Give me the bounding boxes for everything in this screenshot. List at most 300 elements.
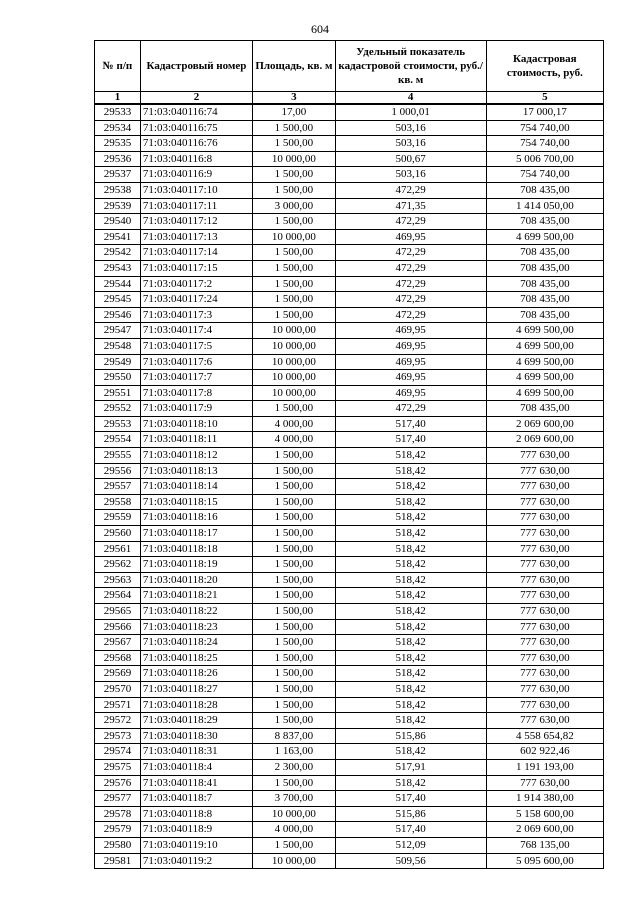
table-row <box>95 120 604 136</box>
row-number-cell: 29545 <box>95 292 141 308</box>
cadastral-value-cell: 777 630,00 <box>486 650 603 666</box>
row-number-cell: 29569 <box>95 666 141 682</box>
cadastral-value-cell: 777 630,00 <box>486 713 603 729</box>
cadastral-value-cell: 4 558 654,82 <box>486 728 603 744</box>
area-cell: 1 500,00 <box>253 479 336 495</box>
table-row <box>95 260 604 276</box>
table-row <box>95 214 604 230</box>
cadastral-number-cell: 71:03:040117:9 <box>140 401 252 417</box>
area-cell: 1 500,00 <box>253 510 336 526</box>
table-row <box>95 681 604 697</box>
area-cell: 1 500,00 <box>253 837 336 853</box>
unit-value-cell: 518,42 <box>335 448 486 464</box>
unit-value-cell: 518,42 <box>335 697 486 713</box>
cadastral-value-cell: 4 699 500,00 <box>486 370 603 386</box>
row-number-cell: 29534 <box>95 120 141 136</box>
table-row <box>95 853 604 869</box>
table-row <box>95 526 604 542</box>
row-number-cell: 29566 <box>95 619 141 635</box>
cadastral-value-cell: 5 006 700,00 <box>486 151 603 167</box>
table-row <box>95 182 604 198</box>
unit-value-cell: 472,29 <box>335 245 486 261</box>
header-unit-value: Удельный показатель кадастровой стоимости, руб./кв. м <box>335 41 486 92</box>
cadastral-number-cell: 71:03:040117:10 <box>140 182 252 198</box>
cadastral-number-cell: 71:03:040118:31 <box>140 744 252 760</box>
table-row <box>95 104 604 120</box>
unit-value-cell: 517,40 <box>335 791 486 807</box>
area-cell: 17,00 <box>253 104 336 120</box>
row-number-cell: 29563 <box>95 572 141 588</box>
area-cell: 1 500,00 <box>253 775 336 791</box>
unit-value-cell: 469,95 <box>335 323 486 339</box>
table-row <box>95 385 604 401</box>
unit-value-cell: 518,42 <box>335 713 486 729</box>
table-row <box>95 619 604 635</box>
cadastral-value-cell: 708 435,00 <box>486 307 603 323</box>
cadastral-value-cell: 4 699 500,00 <box>486 323 603 339</box>
row-number-cell: 29574 <box>95 744 141 760</box>
row-number-cell: 29577 <box>95 791 141 807</box>
cadastral-number-cell: 71:03:040118:7 <box>140 791 252 807</box>
area-cell: 1 500,00 <box>253 666 336 682</box>
row-number-cell: 29538 <box>95 182 141 198</box>
cadastral-number-cell: 71:03:040118:23 <box>140 619 252 635</box>
row-number-cell: 29533 <box>95 104 141 120</box>
cadastral-value-cell: 777 630,00 <box>486 526 603 542</box>
cadastral-number-cell: 71:03:040116:75 <box>140 120 252 136</box>
row-number-cell: 29541 <box>95 229 141 245</box>
cadastral-value-cell: 1 914 380,00 <box>486 791 603 807</box>
cadastral-value-cell: 1 414 050,00 <box>486 198 603 214</box>
cadastral-value-cell: 708 435,00 <box>486 292 603 308</box>
row-number-cell: 29553 <box>95 416 141 432</box>
area-cell: 1 500,00 <box>253 136 336 152</box>
row-number-cell: 29561 <box>95 541 141 557</box>
cadastral-value-cell: 602 922,46 <box>486 744 603 760</box>
cadastral-number-cell: 71:03:040119:2 <box>140 853 252 869</box>
table-row <box>95 604 604 620</box>
header-row-number: № п/п <box>95 41 141 92</box>
cadastral-value-cell: 754 740,00 <box>486 136 603 152</box>
row-number-cell: 29536 <box>95 151 141 167</box>
table-row <box>95 822 604 838</box>
cadastral-number-cell: 71:03:040118:16 <box>140 510 252 526</box>
cadastral-number-cell: 71:03:040117:4 <box>140 323 252 339</box>
area-cell: 1 500,00 <box>253 292 336 308</box>
cadastral-number-cell: 71:03:040117:24 <box>140 292 252 308</box>
unit-value-cell: 518,42 <box>335 588 486 604</box>
column-number: 2 <box>140 92 252 105</box>
cadastral-value-cell: 5 158 600,00 <box>486 806 603 822</box>
cadastral-value-table <box>94 40 604 869</box>
unit-value-cell: 469,95 <box>335 354 486 370</box>
table-row <box>95 401 604 417</box>
cadastral-number-cell: 71:03:040117:15 <box>140 260 252 276</box>
cadastral-value-cell: 708 435,00 <box>486 260 603 276</box>
unit-value-cell: 469,95 <box>335 370 486 386</box>
cadastral-number-cell: 71:03:040117:8 <box>140 385 252 401</box>
table-row <box>95 806 604 822</box>
table-row <box>95 432 604 448</box>
cadastral-value-cell: 768 135,00 <box>486 837 603 853</box>
unit-value-cell: 471,35 <box>335 198 486 214</box>
area-cell: 10 000,00 <box>253 354 336 370</box>
row-number-cell: 29568 <box>95 650 141 666</box>
table-row <box>95 338 604 354</box>
unit-value-cell: 509,56 <box>335 853 486 869</box>
cadastral-value-cell: 777 630,00 <box>486 557 603 573</box>
unit-value-cell: 472,29 <box>335 260 486 276</box>
row-number-cell: 29580 <box>95 837 141 853</box>
row-number-cell: 29546 <box>95 307 141 323</box>
row-number-cell: 29539 <box>95 198 141 214</box>
cadastral-number-cell: 71:03:040116:74 <box>140 104 252 120</box>
unit-value-cell: 518,42 <box>335 635 486 651</box>
area-cell: 3 000,00 <box>253 198 336 214</box>
table-row <box>95 572 604 588</box>
table-row <box>95 588 604 604</box>
cadastral-value-cell: 5 095 600,00 <box>486 853 603 869</box>
cadastral-number-cell: 71:03:040119:10 <box>140 837 252 853</box>
unit-value-cell: 518,42 <box>335 463 486 479</box>
cadastral-number-cell: 71:03:040118:30 <box>140 728 252 744</box>
cadastral-value-cell: 708 435,00 <box>486 276 603 292</box>
cadastral-value-cell: 777 630,00 <box>486 681 603 697</box>
row-number-cell: 29554 <box>95 432 141 448</box>
unit-value-cell: 518,42 <box>335 681 486 697</box>
unit-value-cell: 518,42 <box>335 557 486 573</box>
cadastral-number-cell: 71:03:040117:2 <box>140 276 252 292</box>
unit-value-cell: 518,42 <box>335 744 486 760</box>
cadastral-value-cell: 777 630,00 <box>486 541 603 557</box>
area-cell: 1 500,00 <box>253 557 336 573</box>
table-header-row <box>95 41 604 92</box>
area-cell: 4 000,00 <box>253 416 336 432</box>
unit-value-cell: 469,95 <box>335 229 486 245</box>
unit-value-cell: 518,42 <box>335 666 486 682</box>
area-cell: 1 500,00 <box>253 650 336 666</box>
column-number: 4 <box>335 92 486 105</box>
table-row <box>95 697 604 713</box>
area-cell: 1 500,00 <box>253 214 336 230</box>
cadastral-number-cell: 71:03:040118:8 <box>140 806 252 822</box>
area-cell: 1 500,00 <box>253 697 336 713</box>
area-cell: 1 500,00 <box>253 526 336 542</box>
table-row <box>95 650 604 666</box>
area-cell: 1 500,00 <box>253 448 336 464</box>
table-row <box>95 323 604 339</box>
table-row <box>95 557 604 573</box>
cadastral-number-cell: 71:03:040118:21 <box>140 588 252 604</box>
unit-value-cell: 518,42 <box>335 494 486 510</box>
row-number-cell: 29562 <box>95 557 141 573</box>
area-cell: 10 000,00 <box>253 323 336 339</box>
unit-value-cell: 518,42 <box>335 526 486 542</box>
cadastral-value-cell: 708 435,00 <box>486 401 603 417</box>
cadastral-number-cell: 71:03:040116:9 <box>140 167 252 183</box>
column-number: 5 <box>486 92 603 105</box>
table-row <box>95 416 604 432</box>
row-number-cell: 29560 <box>95 526 141 542</box>
cadastral-number-cell: 71:03:040117:12 <box>140 214 252 230</box>
area-cell: 10 000,00 <box>253 853 336 869</box>
cadastral-number-cell: 71:03:040118:22 <box>140 604 252 620</box>
table-row <box>95 541 604 557</box>
row-number-cell: 29576 <box>95 775 141 791</box>
row-number-cell: 29542 <box>95 245 141 261</box>
area-cell: 10 000,00 <box>253 370 336 386</box>
area-cell: 10 000,00 <box>253 806 336 822</box>
area-cell: 1 500,00 <box>253 635 336 651</box>
row-number-cell: 29549 <box>95 354 141 370</box>
unit-value-cell: 518,42 <box>335 619 486 635</box>
area-cell: 1 500,00 <box>253 619 336 635</box>
row-number-cell: 29559 <box>95 510 141 526</box>
cadastral-value-cell: 777 630,00 <box>486 479 603 495</box>
row-number-cell: 29555 <box>95 448 141 464</box>
header-area: Площадь, кв. м <box>253 41 336 92</box>
area-cell: 1 500,00 <box>253 276 336 292</box>
table-row <box>95 759 604 775</box>
area-cell: 1 500,00 <box>253 541 336 557</box>
cadastral-number-cell: 71:03:040117:11 <box>140 198 252 214</box>
area-cell: 4 000,00 <box>253 432 336 448</box>
unit-value-cell: 518,42 <box>335 775 486 791</box>
cadastral-value-cell: 754 740,00 <box>486 167 603 183</box>
cadastral-value-cell: 4 699 500,00 <box>486 354 603 370</box>
cadastral-number-cell: 71:03:040118:25 <box>140 650 252 666</box>
cadastral-number-cell: 71:03:040118:28 <box>140 697 252 713</box>
area-cell: 1 500,00 <box>253 401 336 417</box>
area-cell: 1 500,00 <box>253 260 336 276</box>
unit-value-cell: 472,29 <box>335 276 486 292</box>
row-number-cell: 29578 <box>95 806 141 822</box>
cadastral-value-cell: 777 630,00 <box>486 775 603 791</box>
cadastral-number-cell: 71:03:040118:14 <box>140 479 252 495</box>
unit-value-cell: 518,42 <box>335 572 486 588</box>
row-number-cell: 29558 <box>95 494 141 510</box>
row-number-cell: 29565 <box>95 604 141 620</box>
unit-value-cell: 472,29 <box>335 307 486 323</box>
table-row <box>95 370 604 386</box>
unit-value-cell: 518,42 <box>335 650 486 666</box>
cadastral-number-cell: 71:03:040118:12 <box>140 448 252 464</box>
cadastral-value-cell: 777 630,00 <box>486 666 603 682</box>
cadastral-value-cell: 754 740,00 <box>486 120 603 136</box>
area-cell: 2 300,00 <box>253 759 336 775</box>
row-number-cell: 29550 <box>95 370 141 386</box>
area-cell: 8 837,00 <box>253 728 336 744</box>
area-cell: 1 500,00 <box>253 604 336 620</box>
area-cell: 10 000,00 <box>253 229 336 245</box>
cadastral-value-cell: 4 699 500,00 <box>486 229 603 245</box>
area-cell: 10 000,00 <box>253 151 336 167</box>
row-number-cell: 29570 <box>95 681 141 697</box>
header-cadastral-number: Кадастровый номер <box>140 41 252 92</box>
area-cell: 1 500,00 <box>253 245 336 261</box>
column-number: 1 <box>95 92 141 105</box>
table-row <box>95 775 604 791</box>
table-row <box>95 307 604 323</box>
unit-value-cell: 515,86 <box>335 728 486 744</box>
unit-value-cell: 1 000,01 <box>335 104 486 120</box>
table-row <box>95 744 604 760</box>
row-number-cell: 29548 <box>95 338 141 354</box>
unit-value-cell: 472,29 <box>335 292 486 308</box>
table-row <box>95 245 604 261</box>
cadastral-value-cell: 1 191 193,00 <box>486 759 603 775</box>
table-row <box>95 229 604 245</box>
table-row <box>95 728 604 744</box>
row-number-cell: 29543 <box>95 260 141 276</box>
cadastral-number-cell: 71:03:040117:5 <box>140 338 252 354</box>
table-row <box>95 167 604 183</box>
area-cell: 3 700,00 <box>253 791 336 807</box>
row-number-cell: 29575 <box>95 759 141 775</box>
cadastral-number-cell: 71:03:040118:24 <box>140 635 252 651</box>
row-number-cell: 29579 <box>95 822 141 838</box>
cadastral-value-cell: 708 435,00 <box>486 214 603 230</box>
cadastral-number-cell: 71:03:040117:3 <box>140 307 252 323</box>
unit-value-cell: 469,95 <box>335 385 486 401</box>
cadastral-value-cell: 777 630,00 <box>486 697 603 713</box>
unit-value-cell: 517,91 <box>335 759 486 775</box>
table-row <box>95 510 604 526</box>
cadastral-number-cell: 71:03:040118:13 <box>140 463 252 479</box>
area-cell: 1 500,00 <box>253 713 336 729</box>
column-number-row <box>95 92 604 105</box>
cadastral-value-cell: 777 630,00 <box>486 463 603 479</box>
row-number-cell: 29552 <box>95 401 141 417</box>
row-number-cell: 29567 <box>95 635 141 651</box>
area-cell: 1 163,00 <box>253 744 336 760</box>
cadastral-number-cell: 71:03:040118:19 <box>140 557 252 573</box>
cadastral-value-cell: 777 630,00 <box>486 572 603 588</box>
cadastral-number-cell: 71:03:040118:10 <box>140 416 252 432</box>
column-number: 3 <box>253 92 336 105</box>
unit-value-cell: 517,40 <box>335 416 486 432</box>
cadastral-number-cell: 71:03:040116:8 <box>140 151 252 167</box>
table-row <box>95 635 604 651</box>
area-cell: 1 500,00 <box>253 120 336 136</box>
row-number-cell: 29557 <box>95 479 141 495</box>
unit-value-cell: 515,86 <box>335 806 486 822</box>
table-row <box>95 791 604 807</box>
cadastral-number-cell: 71:03:040118:18 <box>140 541 252 557</box>
table-row <box>95 666 604 682</box>
cadastral-value-cell: 777 630,00 <box>486 635 603 651</box>
row-number-cell: 29544 <box>95 276 141 292</box>
table-row <box>95 479 604 495</box>
cadastral-value-cell: 708 435,00 <box>486 245 603 261</box>
cadastral-number-cell: 71:03:040118:11 <box>140 432 252 448</box>
row-number-cell: 29572 <box>95 713 141 729</box>
area-cell: 4 000,00 <box>253 822 336 838</box>
table-row <box>95 494 604 510</box>
table-row <box>95 276 604 292</box>
row-number-cell: 29551 <box>95 385 141 401</box>
unit-value-cell: 500,67 <box>335 151 486 167</box>
cadastral-number-cell: 71:03:040118:9 <box>140 822 252 838</box>
cadastral-number-cell: 71:03:040117:13 <box>140 229 252 245</box>
row-number-cell: 29535 <box>95 136 141 152</box>
cadastral-number-cell: 71:03:040118:27 <box>140 681 252 697</box>
table-body <box>95 104 604 869</box>
cadastral-value-cell: 708 435,00 <box>486 182 603 198</box>
area-cell: 10 000,00 <box>253 385 336 401</box>
table-row <box>95 292 604 308</box>
cadastral-value-cell: 17 000,17 <box>486 104 603 120</box>
area-cell: 1 500,00 <box>253 307 336 323</box>
cadastral-number-cell: 71:03:040118:41 <box>140 775 252 791</box>
area-cell: 1 500,00 <box>253 572 336 588</box>
cadastral-value-cell: 4 699 500,00 <box>486 385 603 401</box>
table-row <box>95 136 604 152</box>
table-row <box>95 198 604 214</box>
header-cadastral-value: Кадастровая стоимость, руб. <box>486 41 603 92</box>
area-cell: 1 500,00 <box>253 588 336 604</box>
unit-value-cell: 503,16 <box>335 136 486 152</box>
cadastral-value-cell: 2 069 600,00 <box>486 416 603 432</box>
table-row <box>95 837 604 853</box>
unit-value-cell: 517,40 <box>335 822 486 838</box>
cadastral-value-cell: 777 630,00 <box>486 494 603 510</box>
row-number-cell: 29581 <box>95 853 141 869</box>
cadastral-value-cell: 777 630,00 <box>486 604 603 620</box>
unit-value-cell: 469,95 <box>335 338 486 354</box>
cadastral-number-cell: 71:03:040118:20 <box>140 572 252 588</box>
cadastral-number-cell: 71:03:040116:76 <box>140 136 252 152</box>
row-number-cell: 29547 <box>95 323 141 339</box>
unit-value-cell: 512,09 <box>335 837 486 853</box>
row-number-cell: 29537 <box>95 167 141 183</box>
cadastral-value-cell: 2 069 600,00 <box>486 822 603 838</box>
cadastral-value-cell: 777 630,00 <box>486 448 603 464</box>
table-row <box>95 354 604 370</box>
area-cell: 1 500,00 <box>253 681 336 697</box>
cadastral-value-cell: 777 630,00 <box>486 510 603 526</box>
row-number-cell: 29564 <box>95 588 141 604</box>
unit-value-cell: 518,42 <box>335 541 486 557</box>
area-cell: 10 000,00 <box>253 338 336 354</box>
unit-value-cell: 503,16 <box>335 120 486 136</box>
area-cell: 1 500,00 <box>253 182 336 198</box>
cadastral-number-cell: 71:03:040117:6 <box>140 354 252 370</box>
unit-value-cell: 518,42 <box>335 604 486 620</box>
table-row <box>95 151 604 167</box>
cadastral-value-cell: 777 630,00 <box>486 619 603 635</box>
cadastral-number-cell: 71:03:040118:29 <box>140 713 252 729</box>
cadastral-number-cell: 71:03:040118:4 <box>140 759 252 775</box>
table-row <box>95 448 604 464</box>
unit-value-cell: 518,42 <box>335 510 486 526</box>
unit-value-cell: 472,29 <box>335 214 486 230</box>
cadastral-number-cell: 71:03:040117:14 <box>140 245 252 261</box>
unit-value-cell: 517,40 <box>335 432 486 448</box>
row-number-cell: 29540 <box>95 214 141 230</box>
cadastral-value-cell: 777 630,00 <box>486 588 603 604</box>
unit-value-cell: 503,16 <box>335 167 486 183</box>
unit-value-cell: 472,29 <box>335 401 486 417</box>
area-cell: 1 500,00 <box>253 463 336 479</box>
table-row <box>95 463 604 479</box>
cadastral-value-cell: 2 069 600,00 <box>486 432 603 448</box>
unit-value-cell: 518,42 <box>335 479 486 495</box>
row-number-cell: 29556 <box>95 463 141 479</box>
area-cell: 1 500,00 <box>253 167 336 183</box>
unit-value-cell: 472,29 <box>335 182 486 198</box>
row-number-cell: 29571 <box>95 697 141 713</box>
